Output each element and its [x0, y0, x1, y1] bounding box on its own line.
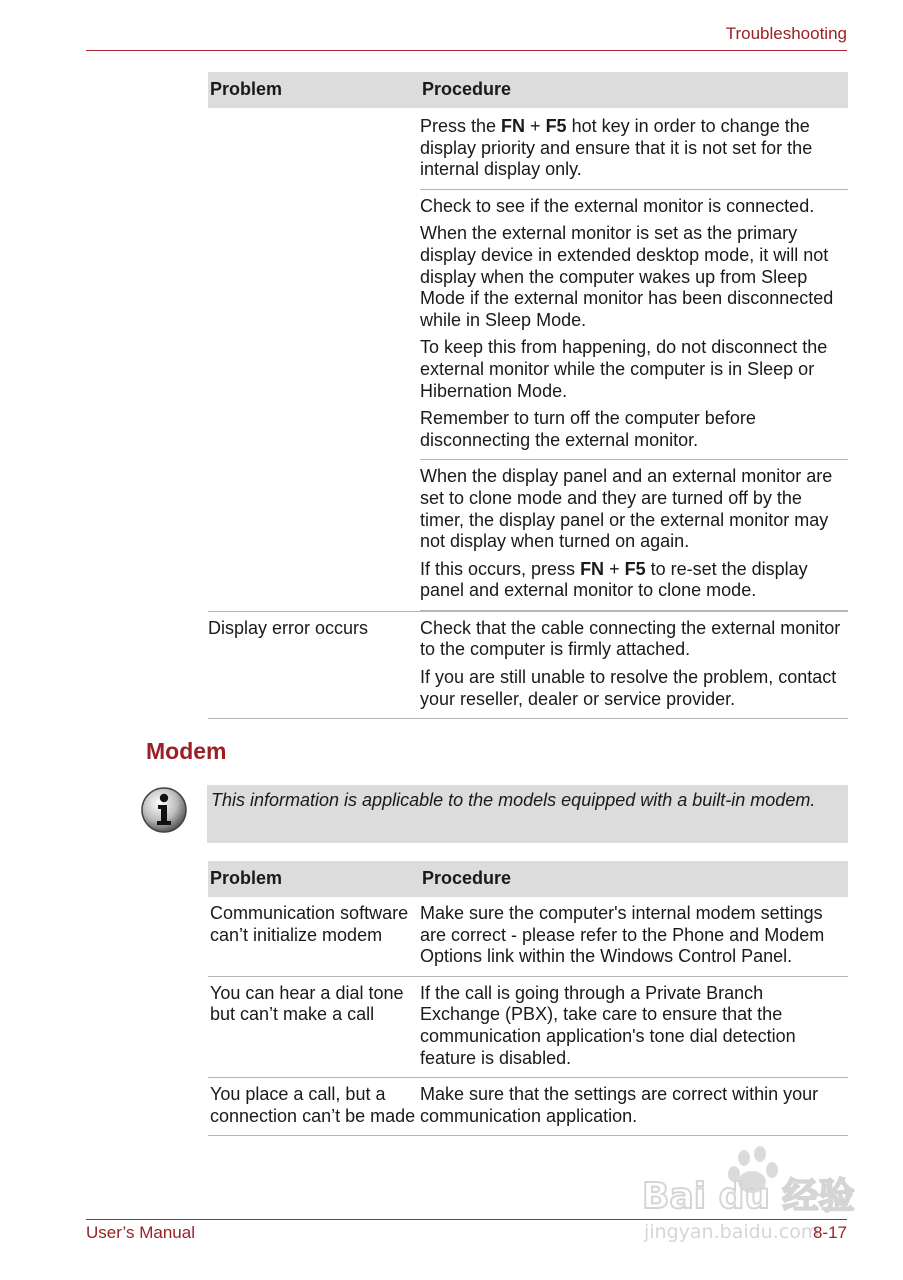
footer-manual-title: User’s Manual [86, 1223, 195, 1242]
table-row [208, 108, 848, 611]
problem-cell: Display error occurs [208, 617, 369, 638]
key-f5: F5 [624, 558, 646, 579]
footer-rule [86, 1219, 847, 1220]
key-fn: FN [501, 116, 526, 136]
procedure-text: Check to see if the external monitor is connected. [420, 195, 815, 216]
procedure-text: Remember to turn off the computer before disconnecting the external monitor. [420, 408, 756, 450]
procedure-text: When the external monitor is set as the primary display device in extended desktop mode, it will not display when the computer wakes up from Sleep Mode if the external monitor has been disconnected while in Sleep Mode. [420, 223, 834, 330]
procedure-block [420, 460, 848, 611]
procedure-block [420, 108, 848, 190]
footer-page-number: 8-17 [812, 1223, 847, 1242]
procedure-cell: Make sure that the settings are correct within your communication application. [420, 1084, 819, 1126]
column-header-procedure: Procedure [422, 868, 512, 889]
procedure-text: To keep this from happening, do not disconnect the external monitor while the computer is in Sleep or Hibernation Mode. [420, 337, 828, 401]
key-f5: F5 [545, 116, 567, 136]
procedure-text: If this occurs, press FN + F5 to re-set the display panel and external monitor to clone mode. [420, 558, 808, 601]
problem-cell: Communication software can’t initialize modem [210, 903, 409, 945]
column-header-procedure: Procedure [422, 79, 512, 100]
troubleshooting-table-modem [208, 861, 848, 1136]
troubleshooting-table-display [208, 72, 848, 719]
page-header-title: Troubleshooting [725, 24, 847, 43]
procedure-cell [420, 612, 848, 718]
watermark-url: jingyan.baidu.com [644, 1221, 820, 1243]
procedure-cell: If the call is going through a Private Branch Exchange (PBX), take care to ensure that the communication application's tone dial detection feature is disabled. [420, 982, 796, 1068]
procedure-cell [420, 108, 848, 611]
procedure-cell: Make sure the computer's internal modem settings are correct - please refer to the Phone and Modem Options link within the Windows Control Panel. [420, 903, 825, 967]
column-header-problem: Problem [210, 79, 283, 100]
table-row [208, 1078, 848, 1136]
table-row [208, 611, 848, 719]
table-header [208, 72, 848, 108]
info-icon [140, 786, 188, 834]
procedure-text: Press the FN + F5 hot key in order to change the display priority and ensure that it is not set for the internal display only. [420, 116, 813, 180]
key-fn: FN [580, 558, 605, 579]
table-row [208, 897, 848, 977]
procedure-text: When the display panel and an external monitor are set to clone mode and they are turned off by the timer, the display panel or the external monitor may not display when turned on again. [420, 466, 833, 552]
procedure-text: Check that the cable connecting the external monitor to the computer is firmly attached. [420, 617, 841, 660]
section-heading-modem: Modem [146, 738, 227, 764]
column-header-problem: Problem [210, 868, 283, 889]
problem-cell: You can hear a dial tone but can’t make a call [210, 982, 404, 1025]
procedure-block [420, 190, 848, 461]
header-rule [86, 50, 847, 51]
problem-cell [208, 108, 420, 611]
table-row [208, 977, 848, 1078]
table-header [208, 861, 848, 897]
watermark-brand: Bai du 经验 [642, 1176, 855, 1217]
procedure-text: If you are still unable to resolve the problem, contact your reseller, dealer or service provider. [420, 667, 837, 709]
info-note: This information is applicable to the models equipped with a built-in modem. [207, 785, 848, 843]
problem-cell: You place a call, but a connection can’t be made [210, 1084, 416, 1126]
